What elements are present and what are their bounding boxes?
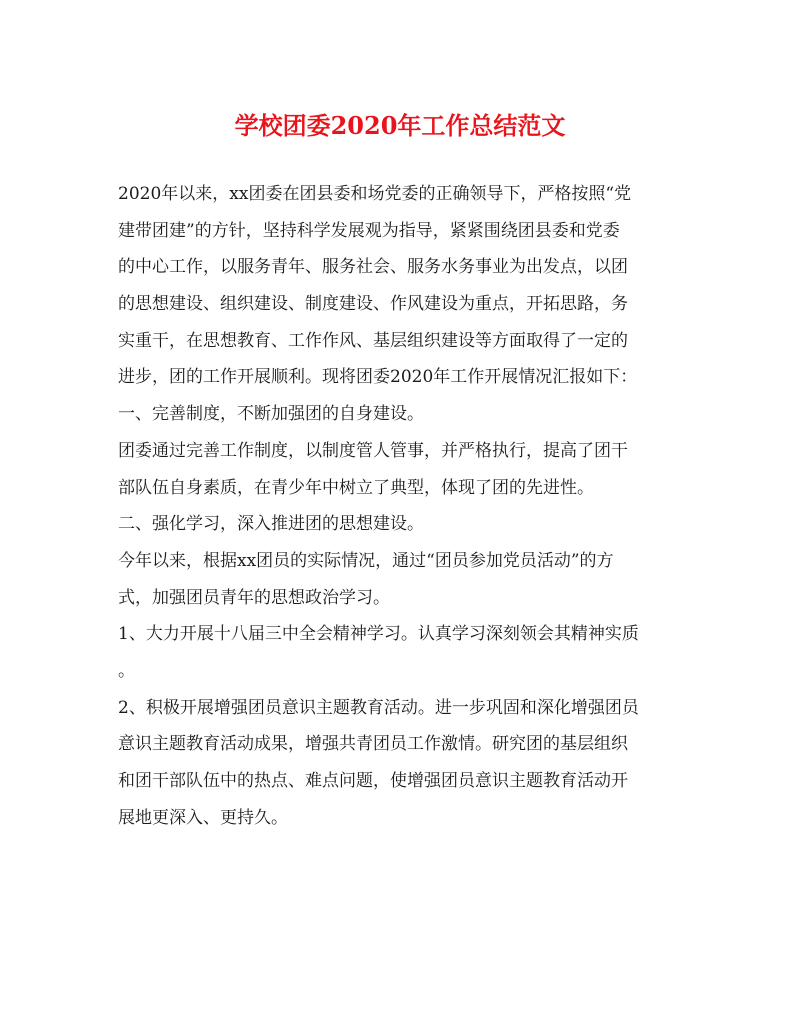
body-line: 的中心工作，以服务青年、服务社会、服务水务事业为出发点，以团 [118, 257, 628, 278]
body-line: 的思想建设、组织建设、制度建设、作风建设为重点，开拓思路，务 [118, 294, 628, 315]
list-item-2: 2、积极开展增强团员意识主题教育活动。进一步巩固和深化增强团员 [118, 697, 639, 718]
document-body [118, 176, 678, 836]
body-line: 实重干，在思想教育、工作作风、基层组织建设等方面取得了一定的 [118, 330, 628, 351]
body-line: 式，加强团员青年的思想政治学习。 [118, 587, 390, 608]
body-line: 2020年以来，xx团委在团县委和场党委的正确领导下，严格按照“党 [118, 184, 632, 204]
section-heading-1: 一、完善制度，不断加强团的自身建设。 [118, 404, 424, 425]
list-item-1: 1、大力开展十八届三中全会精神学习。认真学习深刻领会其精神实质 [118, 624, 639, 645]
body-line: 展地更深入、更持久。 [118, 807, 288, 828]
body-line: 部队伍自身素质，在青少年中树立了典型，体现了团的先进性。 [118, 477, 594, 498]
body-line: 。 [118, 660, 135, 681]
body-line: 今年以来，根据xx团员的实际情况，通过“团员参加党员活动”的方 [118, 550, 614, 571]
document-title: 学校团委2020年工作总结范文 [234, 111, 566, 140]
body-line: 和团干部队伍中的热点、难点问题，使增强团员意识主题教育活动开 [118, 771, 628, 791]
body-line: 进步，团的工作开展顺利。现将团委2020年工作开展情况汇报如下： [118, 367, 638, 388]
body-line: 建带团建”的方针，坚持科学发展观为指导，紧紧围绕团县委和党委 [118, 220, 620, 241]
body-line: 意识主题教育活动成果，增强共青团员工作激情。研究团的基层组织 [118, 734, 628, 755]
section-heading-2: 二、强化学习，深入推进团的思想建设。 [118, 514, 424, 535]
body-line: 团委通过完善工作制度，以制度管人管事，并严格执行，提高了团干 [118, 440, 628, 461]
